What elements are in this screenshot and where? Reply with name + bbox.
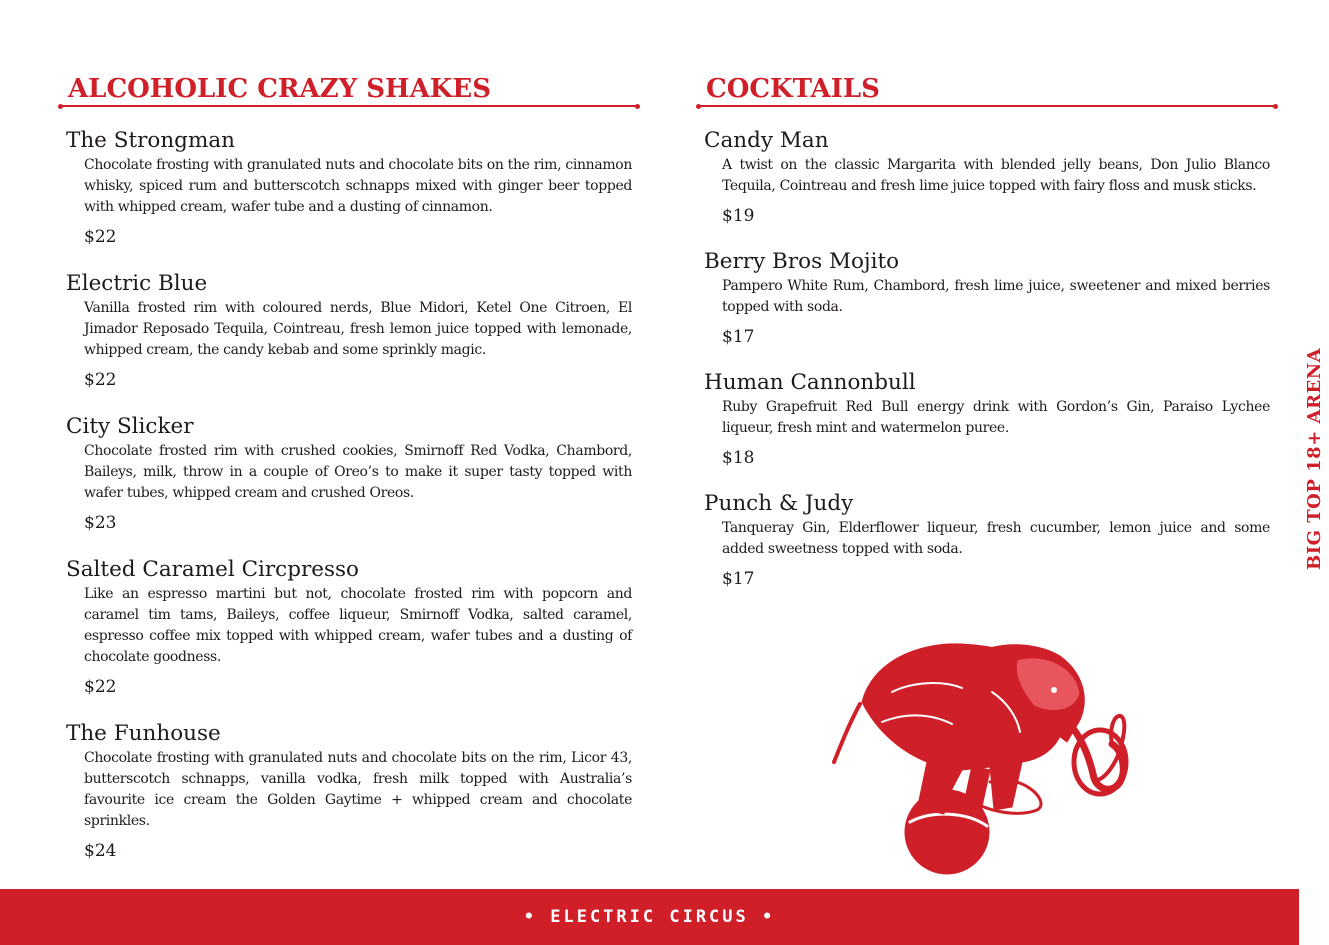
item-price: $23 [84, 513, 117, 533]
item-price: $24 [84, 841, 117, 861]
item-description: Chocolate frosting with granulated nuts and chocolate bits on the rim, Licor 43, butterscotch schnapps, vanilla vodka, fresh milk topped with Australia’s favourite ice cream the Golden Gaytime + whipped cream and chocolate sprinkles. [84, 750, 632, 829]
item-name: Electric Blue [66, 271, 208, 296]
item-description: Pampero White Rum, Chambord, fresh lime juice, sweetener and mixed berries topped with soda. [722, 278, 1270, 315]
shakes-section [66, 73, 638, 885]
item-name: City Slicker [66, 414, 194, 439]
cocktails-list [704, 128, 1276, 591]
section-divider [698, 105, 1276, 107]
item-description: A twist on the classic Margarita with blended jelly beans, Don Julio Blanco Tequila, Cointreau and fresh lime juice topped with fairy floss and musk sticks. [722, 157, 1270, 194]
item-name: Human Cannonbull [704, 370, 916, 395]
menu-item [704, 370, 1276, 470]
item-price: $22 [84, 370, 117, 390]
item-name: Punch & Judy [704, 491, 854, 516]
footer-brand: • ELECTRIC CIRCUS • [523, 907, 776, 927]
elephant-on-ball-icon [822, 632, 1134, 880]
item-description: Tanqueray Gin, Elderflower liqueur, fresh cucumber, lemon juice and some added sweetness topped with soda. [722, 520, 1270, 557]
item-name: Berry Bros Mojito [704, 249, 900, 274]
menu-item [66, 128, 638, 249]
item-description: Vanilla frosted rim with coloured nerds, Blue Midori, Ketel One Citroen, El Jimador Reposado Tequila, Cointreau, fresh lemon juice topped with lemonade, whipped cream, the candy kebab and some sprinkly magic. [84, 300, 632, 358]
item-description: Like an espresso martini but not, chocolate frosted rim with popcorn and caramel tim tams, Baileys, coffee liqueur, Smirnoff Vodka, salted caramel, espresso coffee mix topped with whipped cream, wafer tubes and a dusting of chocolate goodness. [84, 586, 632, 665]
menu-item [704, 249, 1276, 349]
item-price: $18 [722, 448, 755, 468]
menu-item [66, 414, 638, 535]
item-price: $17 [722, 327, 755, 347]
item-name: The Funhouse [66, 721, 221, 746]
item-name: The Strongman [66, 128, 235, 153]
item-name: Candy Man [704, 128, 829, 153]
menu-item [66, 271, 638, 392]
shakes-list [66, 128, 638, 863]
menu-item [66, 721, 638, 863]
section-title-cocktails: COCKTAILS [706, 74, 880, 104]
item-description: Ruby Grapefruit Red Bull energy drink with Gordon’s Gin, Paraiso Lychee liqueur, fresh mint and watermelon puree. [722, 399, 1270, 436]
menu-item [66, 557, 638, 699]
section-divider [60, 105, 638, 107]
cocktails-section [704, 73, 1276, 612]
side-label: BIG TOP 18+ ARENA [1304, 347, 1325, 570]
item-price: $19 [722, 206, 755, 226]
section-title-shakes: ALCOHOLIC CRAZY SHAKES [68, 74, 491, 104]
menu-item [704, 491, 1276, 591]
item-description: Chocolate frosting with granulated nuts and chocolate bits on the rim, cinnamon whisky, spiced rum and butterscotch schnapps mixed with ginger beer topped with whipped cream, wafer tube and a dusting of cinnamon. [84, 157, 632, 215]
item-description: Chocolate frosted rim with crushed cookies, Smirnoff Red Vodka, Chambord, Baileys, milk, throw in a couple of Oreo’s to make it super tasty topped with wafer tubes, whipped cream and crushed Oreos. [84, 443, 632, 501]
item-price: $22 [84, 677, 117, 697]
item-name: Salted Caramel Circpresso [66, 557, 359, 582]
footer-bar [0, 889, 1299, 945]
item-price: $17 [722, 569, 755, 589]
item-price: $22 [84, 227, 117, 247]
menu-item [704, 128, 1276, 228]
